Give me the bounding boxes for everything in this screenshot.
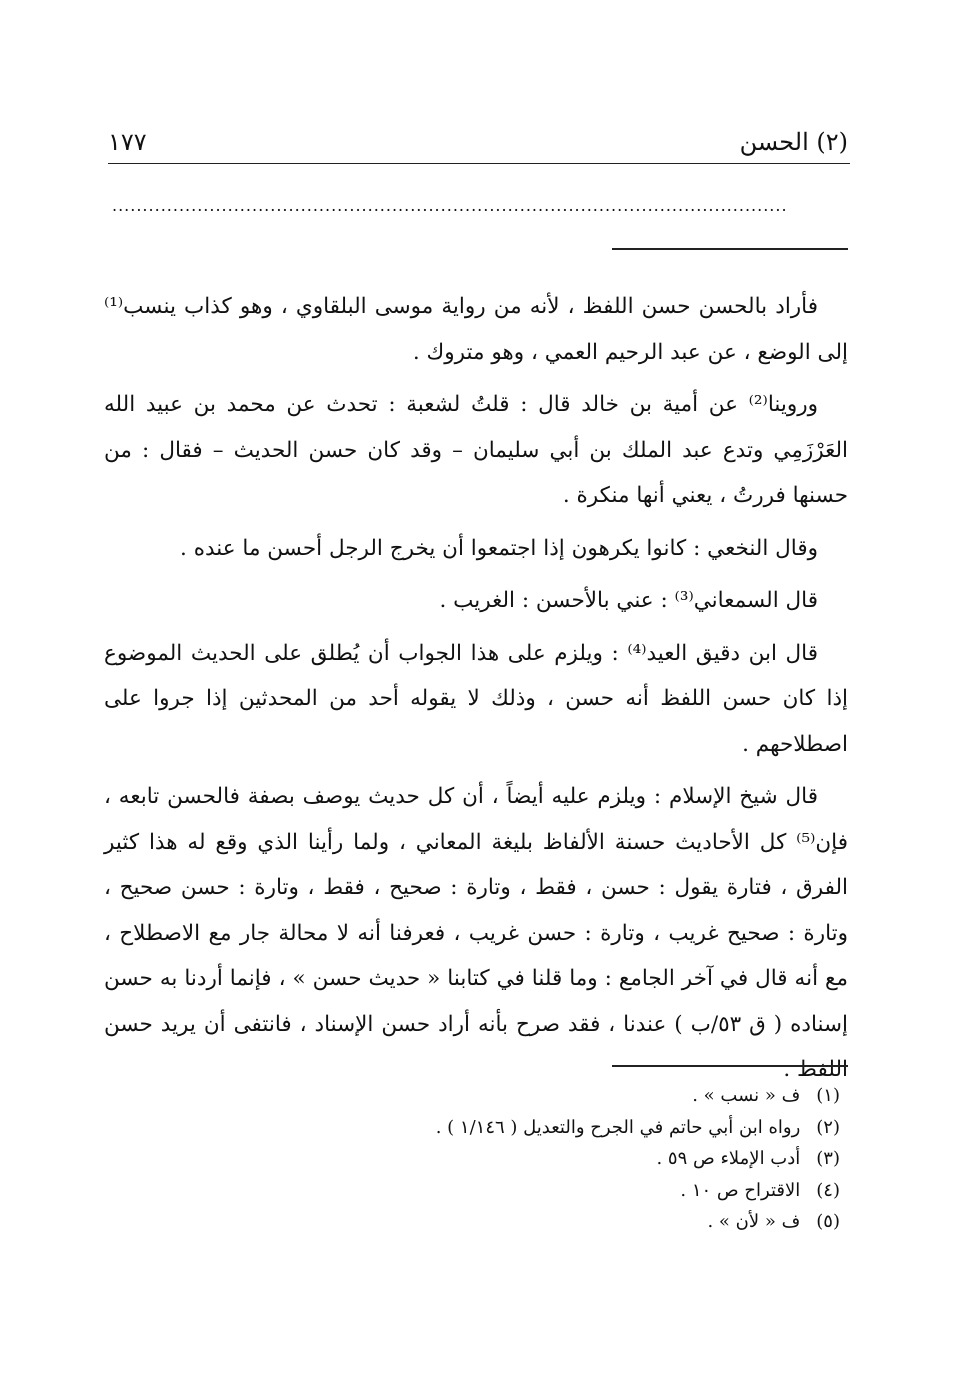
chapter-title: (٢) الحسن bbox=[739, 128, 848, 156]
footnote-text: ف « لأن » . bbox=[707, 1211, 801, 1232]
paragraph: قال ابن دقيق العيد⁽⁴⁾ : ويلزم على هذا الجواب أن يُطلق على الحديث الموضوع إذا كان حسن اللفظ أنه حسن ، وذلك لا يقوله أحد من المحدثين إذا جروا على اصطلاحهم . bbox=[104, 640, 848, 757]
footnote bbox=[300, 1206, 840, 1238]
section-rule bbox=[612, 248, 848, 250]
omission-dots: ............................................................................................................... bbox=[112, 196, 788, 215]
footnote-rule bbox=[612, 1065, 848, 1067]
footnote bbox=[300, 1175, 840, 1207]
running-header bbox=[108, 128, 848, 162]
footnote-text: أدب الإملاء ص ٥٩ . bbox=[656, 1148, 801, 1169]
paragraph: وروينا⁽²⁾ عن أمية بن خالد قال : قلتُ لشعبة : تحدث عن محمد بن عبيد الله العَرْزَمِي وتدع عبد الملك بن أبي سليمان – وقد كان حسن الحديث – فقال : من حسنها فررتُ ، يعني أنها منكرة . bbox=[104, 392, 848, 508]
paragraph: فأراد بالحسن حسن اللفظ ، لأنه من رواية موسى البلقاوي ، وهو كذاب ينسب⁽¹⁾ إلى الوضع ، عن عبد الرحيم العمي ، وهو متروك . bbox=[104, 294, 848, 365]
page-number: ١٧٧ bbox=[108, 128, 147, 156]
main-text bbox=[104, 284, 848, 1100]
paragraph: قال السمعاني⁽³⁾ : عني بالأحسن : الغريب . bbox=[439, 588, 818, 613]
footnote-number: (٣) bbox=[816, 1148, 840, 1169]
footnote-text: ف « نسب » . bbox=[692, 1085, 801, 1106]
footnote bbox=[300, 1080, 840, 1112]
footnote-text: رواه ابن أبي حاتم في الجرح والتعديل ( ١/١٤٦ ) . bbox=[435, 1116, 801, 1138]
footnote-number: (١) bbox=[816, 1085, 840, 1106]
footnotes bbox=[300, 1080, 840, 1238]
paragraph: قال شيخ الإسلام : ويلزم عليه أيضاً ، أن كل حديث يوصف بصفة فالحسن تابعه ، فإن⁽⁵⁾ كل الأحاديث حسنة الألفاظ بليغة المعاني ، ولما رأينا الذي وقع له هذا كثير الفرق ، فتارة يقول : حسن ، فقط ، وتارة : صحيح ، فقط ، وتارة : حسن صحيح ، وتارة : صحيح غريب ، وتارة : حسن غريب ، فعرفنا أنه لا محالة جار مع الاصطلاح ، مع أنه قال في آخر الجامع : وما قلنا في كتابنا « حديث حسن » ، فإنما أردنا به حسن إسناده ( ق ٥٣/ب ) عندنا ، فقد صرح بأنه أراد حسن الإسناد ، فانتفى أن يريد حسن اللفظ . bbox=[104, 784, 849, 1082]
footnote bbox=[300, 1112, 840, 1144]
footnote bbox=[300, 1143, 840, 1175]
footnote-number: (٢) bbox=[816, 1116, 840, 1138]
footnote-text: الاقتراح ص ١٠ . bbox=[680, 1179, 801, 1201]
header-rule bbox=[108, 163, 850, 164]
footnote-number: (٤) bbox=[816, 1179, 840, 1201]
paragraph: وقال النخعي : كانوا يكرهون إذا اجتمعوا أن يخرج الرجل أحسن ما عنده . bbox=[180, 535, 818, 561]
footnote-number: (٥) bbox=[816, 1211, 840, 1232]
